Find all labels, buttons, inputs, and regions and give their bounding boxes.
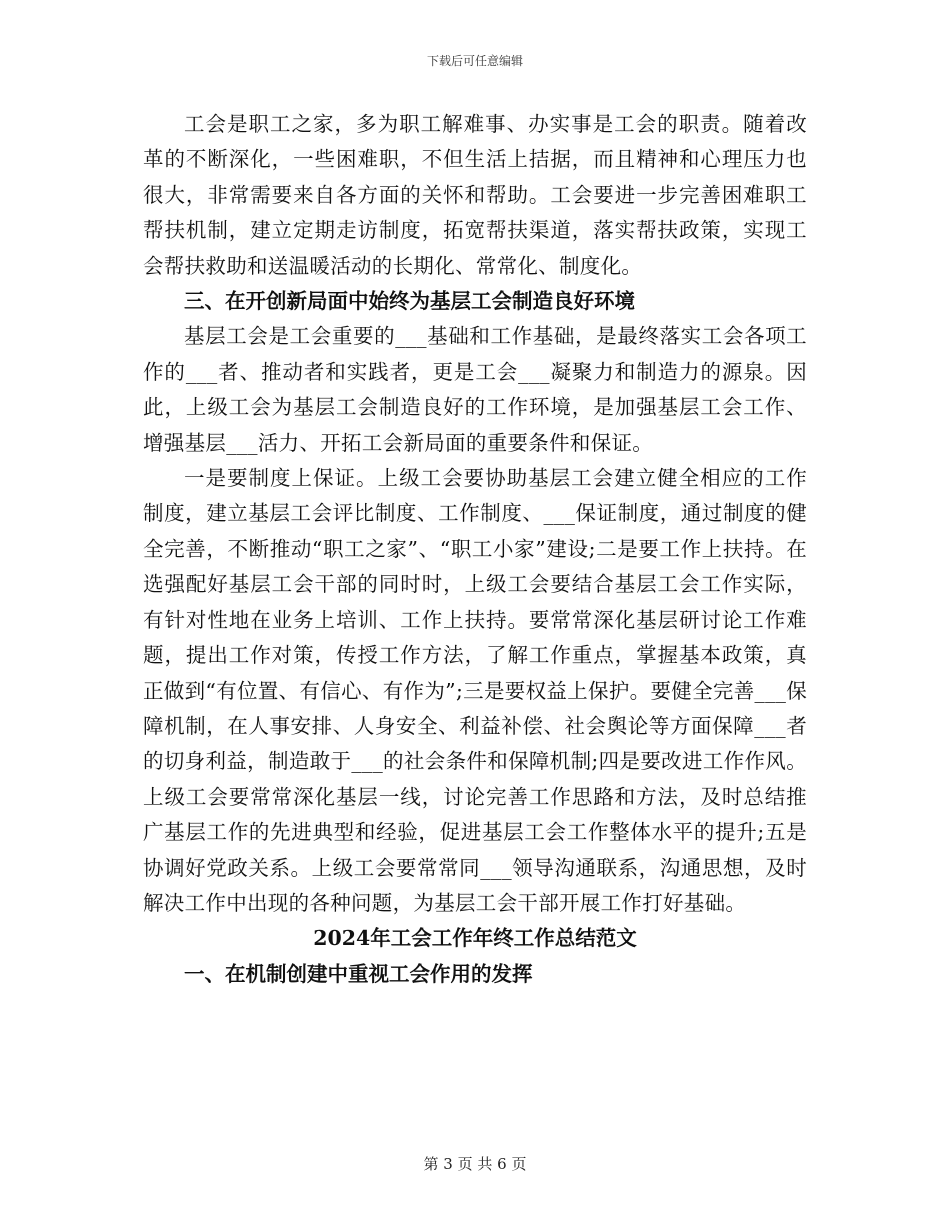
document-body: [143, 107, 807, 992]
document-title: 2024年工会工作年终工作总结范文: [313, 926, 637, 951]
page-header-note: 下载后可任意编辑: [426, 54, 523, 68]
paragraph-1: 工会是职工之家，多为职工解难事、办实事是工会的职责。随着改革的不断深化，一些困难职，不但生活上拮据，而且精神和心理压力也很大，非常需要来自各方面的关怀和帮助。工会要进一步完善困难职工帮扶机制，建立定期走访制度，拓宽帮扶渠道，落实帮扶政策，实现工会帮扶救助和送温暖活动的长期化、常常化、制度化。: [143, 112, 807, 278]
paragraph-3: 一是要制度上保证。上级工会要协助基层工会建立健全相应的工作制度，建立基层工会评比制度、工作制度、___保证制度，通过制度的健全完善，不断推动“职工之家”、“职工小家”建设;二是要工作上扶持。在选强配好基层工会干部的同时时，上级工会要结合基层工会工作实际，有针对性地在业务上培训、工作上扶持。要常常深化基层研讨论工作难题，提出工作对策，传授工作方法，了解工作重点，掌握基本政策，真正做到“有位置、有信心、有作为”;三是要权益上保护。要健全完善___保障机制，在人事安排、人身安全、利益补偿、社会舆论等方面保障___者的切身利益，制造敢于___的社会条件和保障机制;四是要改进工作作风。上级工会要常常深化基层一线，讨论完善工作思路和方法，及时总结推广基层工作的先进典型和经验，促进基层工会工作整体水平的提升;五是协调好党政关系。上级工会要常常同___领导沟通联系，沟通思想，及时解决工作中出现的各种问题，为基层工会干部开展工作打好基础。: [143, 466, 807, 915]
section-heading-1: 一、在机制创建中重视工会作用的发挥: [184, 961, 533, 986]
section-heading-3: 三、在开创新局面中始终为基层工会制造良好环境: [184, 289, 635, 314]
page-number: 第 3 页 共 6 页: [423, 1155, 527, 1173]
paragraph-2: 基层工会是工会重要的___基础和工作基础，是最终落实工会各项工作的___者、推动者和实践者，更是工会___凝聚力和制造力的源泉。因此，上级工会为基层工会制造良好的工作环境，是加强基层工会工作、增强基层___活力、开拓工会新局面的重要条件和保证。: [143, 324, 807, 455]
